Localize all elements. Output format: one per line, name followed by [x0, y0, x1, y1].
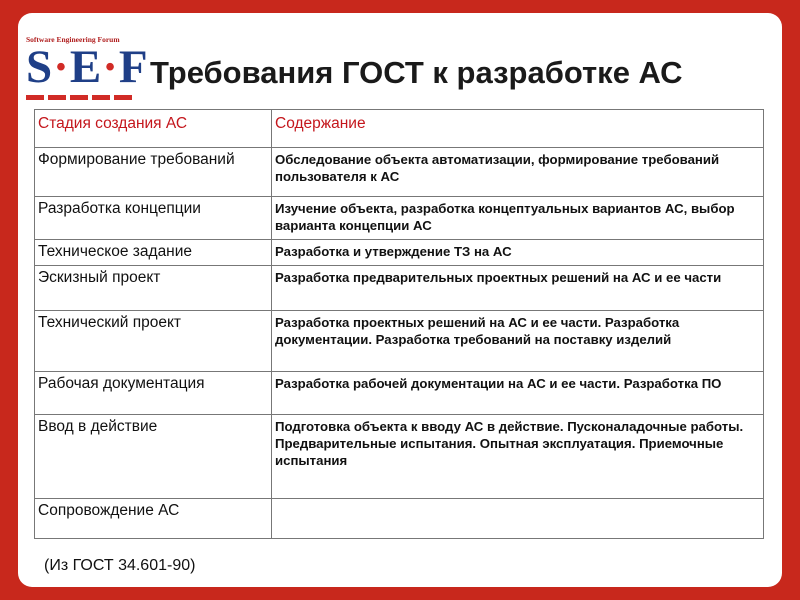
stage-cell: Ввод в действие [35, 415, 272, 499]
content-cell: Разработка предварительных проектных решений на АС и ее части [272, 266, 764, 311]
stage-cell: Формирование требований [35, 148, 272, 197]
stage-cell: Техническое задание [35, 240, 272, 266]
sef-logo [26, 35, 149, 115]
logo-bars [26, 95, 138, 100]
table-row [35, 311, 764, 372]
table-row [35, 240, 764, 266]
table-row [35, 372, 764, 415]
stage-cell: Эскизный проект [35, 266, 272, 311]
stage-cell: Рабочая документация [35, 372, 272, 415]
content-cell: Изучение объекта, разработка концептуальных вариантов АС, выбор варианта концепции АС [272, 197, 764, 240]
table-header-row [35, 110, 764, 148]
table-row [35, 197, 764, 240]
content-cell: Обследование объекта автоматизации, формирование требований пользователя к АС [272, 148, 764, 197]
header-stage: Стадия создания АС [35, 110, 272, 148]
stage-cell: Технический проект [35, 311, 272, 372]
table-row [35, 415, 764, 499]
content-cell: Разработка рабочей документации на АС и ее части. Разработка ПО [272, 372, 764, 415]
header-content: Содержание [272, 110, 764, 148]
stage-cell: Сопровождение АС [35, 499, 272, 539]
logo-tagline: Software Engineering Forum [26, 35, 120, 44]
table-row [35, 148, 764, 197]
logo-letters: S·E·F [26, 41, 149, 93]
logo-letter-s: S [26, 41, 54, 93]
source-footnote: (Из ГОСТ 34.601-90) [44, 557, 196, 574]
logo-letter-f: F [118, 41, 149, 93]
content-cell: Разработка проектных решений на АС и ее части. Разработка документации. Разработка требований на поставку изделий [272, 311, 764, 372]
slide [18, 13, 782, 587]
content-cell: Разработка и утверждение ТЗ на АС [272, 240, 764, 266]
content-cell: Подготовка объекта к вводу АС в действие. Пусконаладочные работы. Предварительные испытания. Опытная эксплуатация. Приемочные испытания [272, 415, 764, 499]
gost-stages-table [34, 109, 764, 539]
logo-letter-e: E [69, 41, 103, 93]
table-row [35, 499, 764, 539]
slide-title: Требования ГОСТ к разработке АС [150, 55, 683, 90]
content-cell [272, 499, 764, 539]
stage-cell: Разработка концепции [35, 197, 272, 240]
table-row [35, 266, 764, 311]
